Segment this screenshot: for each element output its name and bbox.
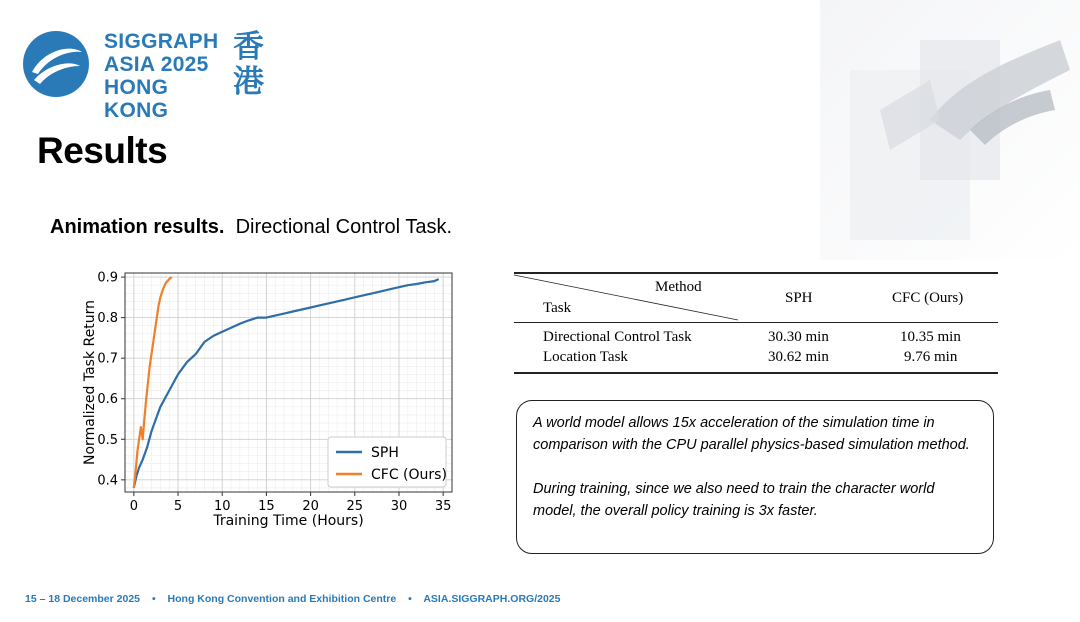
x-tick-label: 20 [302, 499, 319, 514]
table-corner-task: Task [543, 300, 572, 316]
legend-label-cfc: CFC (Ours) [371, 467, 447, 483]
slide-title: Results [37, 130, 168, 171]
footer-dates: 15 – 18 December 2025 [25, 593, 141, 605]
table-row-2-sph: 30.62 min [768, 349, 829, 365]
footer [25, 593, 560, 605]
y-tick-label: 0.9 [97, 270, 118, 286]
table-row-2-task: Location Task [543, 349, 628, 365]
footer-url: ASIA.SIGGRAPH.ORG/2025 [423, 593, 561, 605]
y-tick-label: 0.7 [97, 351, 118, 367]
y-tick-label: 0.6 [97, 392, 118, 408]
logo-cjk-text [233, 30, 264, 100]
slide-subtitle [50, 216, 452, 239]
x-tick-label: 25 [346, 499, 364, 514]
y-axis-label: Normalized Task Return [82, 300, 98, 465]
footer-venue: Hong Kong Convention and Exhibition Centre [167, 593, 397, 605]
siggraph-logo-icon [22, 30, 90, 98]
logo-wordmark [104, 30, 218, 122]
table-mid-rule [514, 322, 998, 323]
x-tick-label: 5 [173, 499, 183, 514]
x-tick-label: 0 [129, 499, 138, 514]
y-tick-label: 0.5 [97, 432, 118, 448]
logo-line-3: HONG KONG [104, 76, 169, 122]
callout-box [516, 400, 994, 554]
x-tick-label: 10 [213, 499, 231, 514]
logo-line-1: SIGGRAPH [104, 30, 219, 53]
table-header-sph: SPH [785, 290, 813, 306]
table-row-1-task: Directional Control Task [543, 329, 692, 345]
table-bottom-rule [514, 372, 998, 374]
callout-paragraph-2: During training, since we also need to train the character world model, the overall policy training is 3x faster. [533, 481, 935, 519]
x-axis-label: Training Time (Hours) [213, 513, 364, 529]
results-table [514, 272, 998, 376]
table-row-1-cfc: 10.35 min [900, 329, 961, 345]
chart-legend [328, 437, 447, 487]
footer-separator: • [151, 593, 156, 605]
x-tick-label: 15 [258, 499, 275, 514]
footer-separator: • [408, 593, 412, 605]
decorative-background-shapes [820, 0, 1080, 260]
y-tick-label: 0.8 [97, 311, 118, 327]
subtitle-rest: Directional Control Task. [235, 216, 452, 238]
subtitle-bold: Animation results. [50, 216, 225, 238]
table-row-1-sph: 30.30 min [768, 329, 829, 345]
table-row-2-cfc: 9.76 min [904, 349, 958, 365]
logo-cjk-1: 香 [233, 29, 264, 65]
x-tick-label: 35 [434, 499, 452, 514]
callout-paragraph-1: A world model allows 15x acceleration of the simulation time in comparison with the CPU parallel physics-based simulation method. [533, 415, 970, 453]
logo-cjk-2: 港 [233, 64, 264, 100]
x-tick-label: 30 [390, 499, 408, 514]
table-header-cfc: CFC (Ours) [892, 290, 964, 306]
legend-label-sph: SPH [371, 445, 399, 461]
table-corner-method: Method [655, 279, 702, 295]
training-return-chart [80, 265, 465, 535]
logo-line-2: ASIA 2025 [104, 53, 209, 76]
y-tick-label: 0.4 [97, 473, 118, 489]
